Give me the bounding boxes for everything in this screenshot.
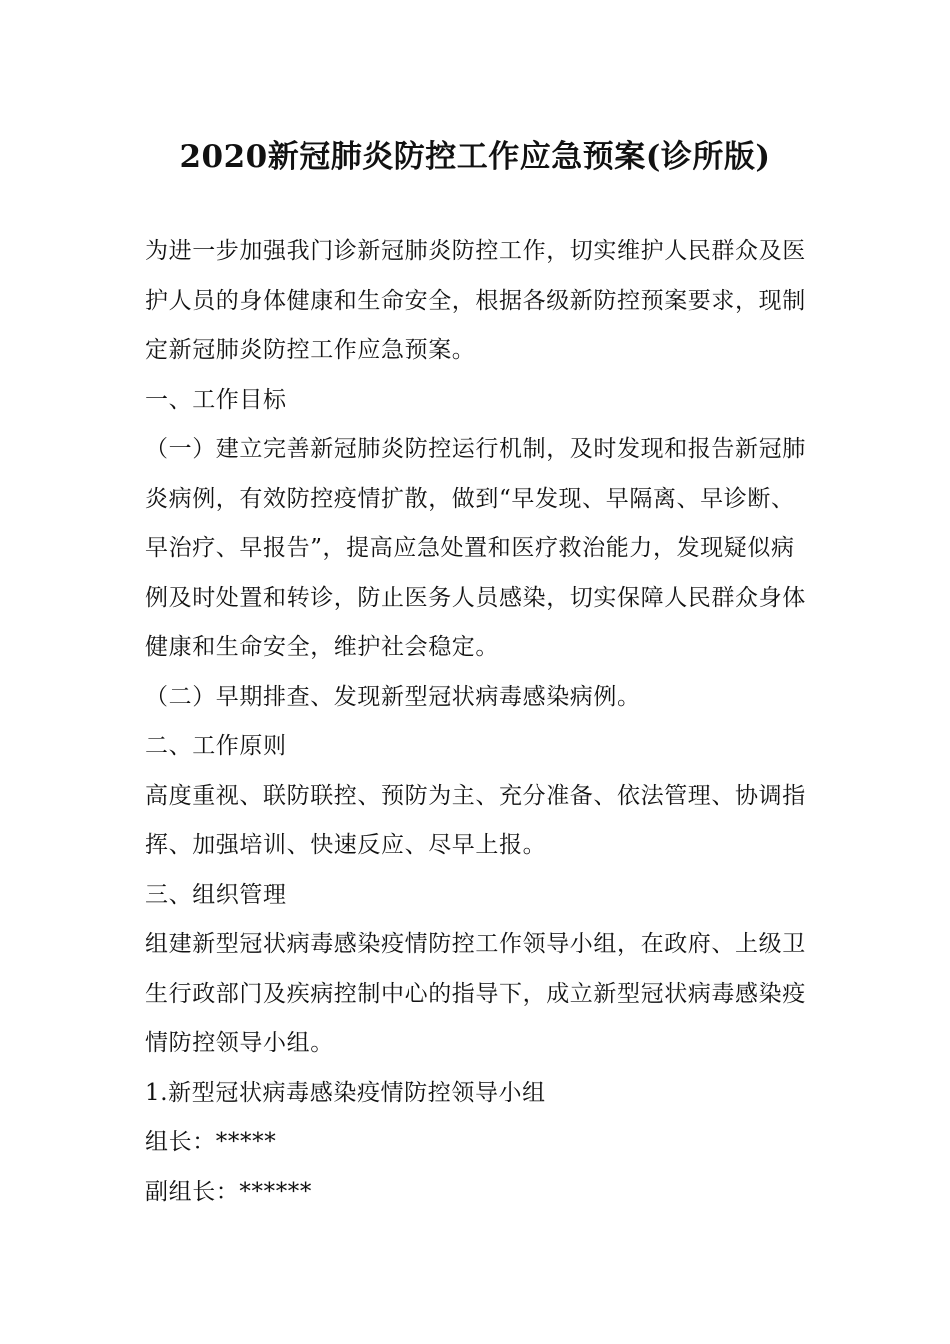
goal-item-1: （一）建立完善新冠肺炎防控运行机制，及时发现和报告新冠肺炎病例，有效防控疫情扩散，做到“早发现、早隔离、早诊断、早治疗、早报告”，提高应急处置和医疗救治能力，发现疑似病例及时处置和转诊，防止医务人员感染，切实保障人民群众身体健康和生命安全，维护社会稳定。 xyxy=(145,436,806,660)
deputy-leader-line: 副组长：****** xyxy=(145,1178,312,1205)
document-body xyxy=(145,227,815,1217)
goal-item-2: （二）早期排查、发现新型冠状病毒感染病例。 xyxy=(145,683,641,710)
document-title: 2020新冠肺炎防控工作应急预案(诊所版) xyxy=(179,139,771,175)
section-heading-organization: 三、组织管理 xyxy=(145,881,287,908)
principles-paragraph: 高度重视、联防联控、预防为主、充分准备、依法管理、协调指挥、加强培训、快速反应、尽早上报。 xyxy=(145,782,806,858)
section-heading-principles: 二、工作原则 xyxy=(145,733,287,759)
section-heading-goals: 一、工作目标 xyxy=(145,386,287,413)
group-leader-line: 组长：***** xyxy=(145,1129,277,1155)
organization-paragraph: 组建新型冠状病毒感染疫情防控工作领导小组，在政府、上级卫生行政部门及疾病控制中心的指导下，成立新型冠状病毒感染疫情防控领导小组。 xyxy=(145,931,806,1056)
intro-paragraph: 为进一步加强我门诊新冠肺炎防控工作，切实维护人民群众及医护人员的身体健康和生命安全，根据各级新防控预案要求，现制定新冠肺炎防控工作应急预案。 xyxy=(145,238,806,363)
subsection-leading-group: 1.新型冠状病毒感染疫情防控领导小组 xyxy=(145,1079,546,1106)
